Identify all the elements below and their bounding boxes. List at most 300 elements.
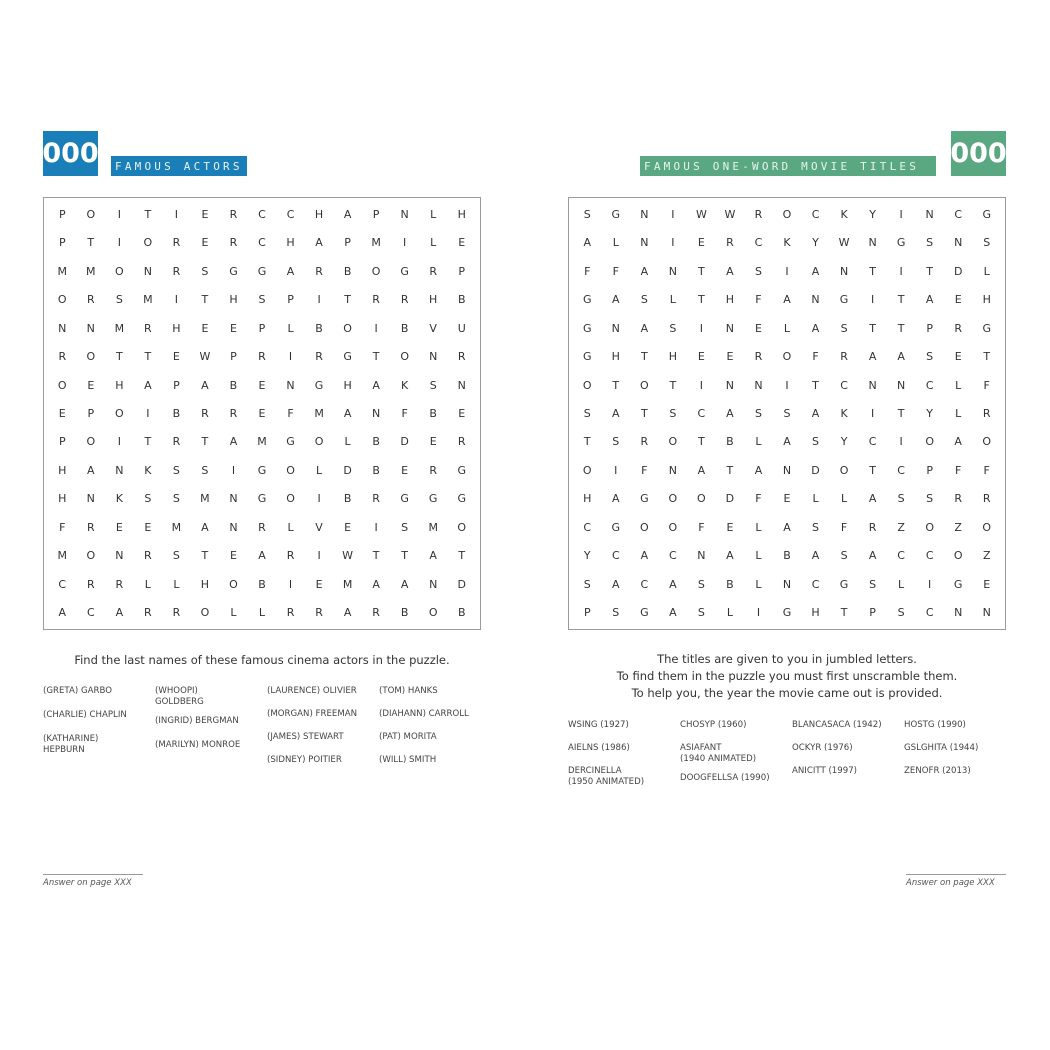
grid-letter: E — [783, 492, 791, 506]
grid-letter: O — [371, 264, 381, 278]
grid-letter: W — [838, 236, 850, 250]
grid-letter: T — [87, 236, 95, 250]
clue-column — [568, 720, 680, 788]
grid-letter: R — [640, 435, 649, 449]
grid-letter: E — [697, 350, 705, 364]
clue-item: DOOGFELLSA (1990) — [680, 773, 770, 783]
grid-letter: O — [114, 406, 124, 420]
grid-letter: C — [640, 577, 649, 591]
grid-letter: A — [811, 264, 820, 278]
grid-letter: H — [58, 492, 67, 506]
grid-letter: I — [146, 406, 150, 420]
grid-letter: N — [725, 321, 735, 335]
grid-letter: P — [230, 350, 237, 364]
grid-letter: O — [782, 207, 792, 221]
grid-letter: G — [611, 207, 621, 221]
grid-letter: I — [671, 236, 675, 250]
clue-column — [267, 686, 379, 766]
grid-letter: E — [87, 378, 95, 392]
grid-letter: R — [954, 321, 963, 335]
puzzle-number-badge-left: 000 — [43, 131, 98, 176]
grid-letter: T — [372, 350, 380, 364]
grid-letter: G — [286, 435, 295, 449]
grid-letter: G — [343, 350, 352, 364]
grid-letter: S — [840, 321, 848, 335]
grid-letter: N — [782, 463, 792, 477]
grid-letter: A — [726, 549, 734, 563]
grid-letter: H — [58, 463, 67, 477]
clue-item: (MARILYN) MONROE — [155, 740, 241, 750]
answer-reference-right: Answer on page XXX — [906, 878, 995, 888]
grid-letter: A — [783, 520, 791, 534]
grid-letter: A — [58, 606, 67, 620]
grid-letter: I — [870, 406, 875, 420]
grid-letter: B — [258, 577, 266, 591]
grid-letter: C — [258, 207, 266, 221]
clue-list-actors — [43, 686, 491, 766]
grid-letter: I — [403, 236, 407, 250]
grid-letter: V — [429, 321, 437, 335]
grid-letter: T — [640, 406, 648, 420]
grid-letter: R — [201, 406, 209, 420]
grid-letter: I — [317, 549, 321, 563]
grid-letter: R — [172, 606, 181, 620]
grid-letter: L — [669, 293, 676, 307]
grid-letter: Y — [926, 406, 934, 420]
grid-letter: Y — [812, 236, 819, 250]
grid-letter: A — [286, 264, 295, 278]
clue-item: HOSTG (1990) — [904, 720, 966, 730]
instruction-line: To help you, the year the movie came out is provided. — [631, 686, 943, 700]
grid-letter: C — [840, 378, 848, 392]
grid-letter: C — [286, 207, 295, 221]
clue-item: (GRETA) GARBO — [43, 686, 112, 696]
grid-letter: G — [457, 463, 466, 477]
grid-letter: P — [926, 321, 933, 335]
clue-item: OCKYR (1976) — [792, 743, 853, 753]
grid-letter: O — [953, 549, 963, 563]
grid-letter: T — [144, 435, 152, 449]
grid-letter: I — [374, 321, 378, 335]
grid-letter: A — [429, 549, 437, 563]
grid-letter: A — [868, 492, 877, 506]
grid-letter: A — [726, 406, 734, 420]
grid-letter: B — [343, 264, 352, 278]
grid-letter: M — [143, 293, 153, 307]
clue-item: (KATHARINE) HEPBURN — [43, 734, 99, 755]
grid-letter: R — [372, 492, 380, 506]
grid-letter: N — [143, 264, 152, 278]
grid-letter: P — [583, 606, 591, 620]
grid-letter: E — [697, 236, 705, 250]
grid-letter: O — [697, 492, 706, 506]
grid-letter: I — [174, 293, 179, 307]
grid-letter: H — [982, 293, 991, 307]
grid-letter: E — [258, 406, 266, 420]
grid-letter: O — [639, 520, 649, 534]
grid-letter: O — [229, 577, 238, 591]
grid-letter: A — [640, 549, 649, 563]
grid-letter: N — [372, 406, 381, 420]
grid-letter: Y — [583, 549, 591, 563]
grid-letter: A — [868, 549, 877, 563]
grid-letter: G — [640, 606, 649, 620]
grid-letter: O — [86, 207, 96, 221]
clue-item: BLANCASACA (1942) — [792, 720, 882, 730]
clue-item: WSING (1927) — [568, 720, 629, 730]
grid-letter: L — [755, 435, 762, 449]
grid-letter: G — [229, 264, 238, 278]
grid-letter: T — [201, 293, 209, 307]
grid-letter: N — [286, 378, 295, 392]
grid-letter: O — [839, 463, 849, 477]
grid-letter: N — [457, 378, 466, 392]
grid-letter: F — [983, 378, 990, 392]
grid-letter: F — [287, 406, 294, 420]
grid-letter: H — [200, 577, 210, 591]
grid-letter: N — [429, 350, 438, 364]
grid-letter: K — [144, 463, 152, 477]
clue-column — [155, 686, 267, 766]
grid-letter: A — [669, 577, 677, 591]
grid-letter: S — [812, 520, 820, 534]
grid-letter: A — [343, 406, 352, 420]
grid-letter: S — [429, 378, 437, 392]
grid-letter: A — [87, 463, 95, 477]
grid-letter: R — [457, 350, 466, 364]
grid-letter: L — [812, 492, 819, 506]
grid-letter: G — [457, 492, 466, 506]
grid-letter: N — [782, 577, 792, 591]
grid-letter: T — [612, 378, 620, 392]
grid-letter: S — [115, 293, 123, 307]
grid-letter: A — [372, 378, 380, 392]
grid-letter: C — [925, 606, 934, 620]
grid-letter: I — [117, 207, 121, 221]
grid-letter: L — [755, 577, 762, 591]
grid-letter: T — [201, 435, 209, 449]
clue-item: (DIAHANN) CARROLL — [379, 709, 469, 719]
grid-letter: S — [983, 236, 991, 250]
grid-letter: G — [583, 293, 592, 307]
grid-letter: R — [144, 321, 152, 335]
grid-letter: V — [315, 520, 323, 534]
grid-letter: Z — [897, 520, 905, 534]
grid-letter: H — [115, 378, 124, 392]
grid-letter: O — [86, 549, 96, 563]
grid-letter: H — [429, 293, 438, 307]
grid-letter: B — [400, 606, 409, 620]
grid-letter: R — [229, 236, 238, 250]
grid-letter: K — [401, 378, 409, 392]
grid-letter: T — [869, 264, 876, 278]
grid-letter: C — [611, 549, 620, 563]
grid-letter: R — [982, 406, 991, 420]
grid-letter: A — [343, 207, 352, 221]
grid-letter: R — [86, 293, 95, 307]
grid-letter: R — [144, 606, 152, 620]
grid-letter: S — [669, 321, 677, 335]
grid-letter: P — [458, 264, 466, 278]
grid-letter: R — [172, 435, 181, 449]
grid-letter: N — [954, 606, 963, 620]
grid-letter: K — [115, 492, 123, 506]
grid-letter: E — [144, 520, 152, 534]
grid-letter: P — [869, 606, 876, 620]
grid-letter: M — [314, 406, 324, 420]
grid-letter: R — [754, 207, 763, 221]
grid-letter: O — [639, 378, 649, 392]
grid-letter: R — [982, 492, 991, 506]
grid-letter: S — [926, 492, 934, 506]
clue-column — [792, 720, 904, 788]
grid-letter: S — [783, 406, 791, 420]
grid-letter: R — [754, 350, 763, 364]
grid-letter: E — [201, 236, 209, 250]
grid-letter: T — [926, 264, 934, 278]
grid-letter: H — [286, 236, 295, 250]
grid-letter: O — [982, 435, 992, 449]
grid-letter: O — [57, 293, 67, 307]
clue-item: (PAT) MORITA — [379, 732, 437, 742]
grid-letter: G — [839, 577, 849, 591]
grid-letter: I — [870, 293, 875, 307]
grid-letter: A — [201, 378, 209, 392]
grid-letter: Y — [840, 435, 848, 449]
grid-letter: N — [115, 549, 124, 563]
grid-letter: I — [699, 321, 704, 335]
grid-letter: K — [783, 236, 791, 250]
grid-letter: L — [726, 606, 733, 620]
grid-letter: S — [172, 492, 180, 506]
grid-letter: M — [114, 321, 125, 335]
grid-letter: O — [286, 492, 295, 506]
grid-letter: E — [458, 406, 466, 420]
clue-column — [904, 720, 1004, 788]
grid-letter: T — [698, 435, 705, 449]
grid-letter: E — [954, 293, 962, 307]
clue-column — [379, 686, 491, 766]
grid-letter: F — [584, 264, 591, 278]
grid-letter: L — [955, 406, 962, 420]
grid-letter: B — [457, 293, 466, 307]
grid-letter: N — [86, 321, 95, 335]
grid-letter: A — [315, 236, 323, 250]
grid-letter: L — [983, 264, 990, 278]
grid-letter: A — [612, 406, 620, 420]
grid-letter: D — [457, 577, 466, 591]
grid-letter: G — [982, 207, 991, 221]
grid-letter: G — [257, 264, 267, 278]
grid-letter: B — [726, 435, 734, 449]
grid-letter: S — [401, 520, 409, 534]
grid-letter: N — [754, 378, 763, 392]
grid-letter: T — [983, 350, 991, 364]
grid-letter: I — [288, 577, 293, 591]
grid-letter: H — [314, 207, 324, 221]
grid-letter: A — [783, 293, 791, 307]
grid-letter: O — [428, 606, 438, 620]
grid-letter: B — [400, 321, 409, 335]
grid-letter: O — [582, 463, 592, 477]
grid-letter: N — [611, 321, 620, 335]
clue-item: (CHARLIE) CHAPLIN — [43, 710, 127, 720]
clue-item: (SIDNEY) POITIER — [267, 755, 342, 765]
grid-letter: A — [612, 492, 620, 506]
grid-letter: N — [954, 236, 963, 250]
clue-item: ZENOFR (2013) — [904, 766, 971, 776]
grid-letter: E — [58, 406, 66, 420]
grid-letter: S — [583, 577, 591, 591]
grid-letter: R — [58, 350, 67, 364]
grid-letter: S — [869, 577, 877, 591]
instructions-movies — [557, 651, 1017, 702]
grid-letter: B — [372, 463, 380, 477]
grid-letter: L — [840, 492, 848, 506]
clue-item: (WILL) SMITH — [379, 755, 437, 765]
grid-letter: G — [839, 293, 849, 307]
grid-letter: E — [458, 236, 466, 250]
grid-letter: L — [612, 236, 619, 250]
grid-letter: S — [897, 492, 905, 506]
word-search-grid-actors — [43, 197, 481, 630]
grid-letter: G — [896, 236, 906, 250]
grid-letter: K — [840, 406, 848, 420]
grid-letter: H — [229, 293, 238, 307]
grid-letter: T — [897, 406, 905, 420]
grid-letter: O — [457, 520, 467, 534]
grid-letter: A — [726, 264, 734, 278]
grid-letter: O — [57, 378, 67, 392]
grid-letter: H — [343, 378, 352, 392]
grid-letter: T — [640, 350, 648, 364]
grid-letter: A — [754, 463, 763, 477]
grid-letter: E — [315, 577, 323, 591]
grid-letter: O — [86, 350, 96, 364]
grid-letter: C — [811, 207, 820, 221]
grid-letter: S — [612, 606, 620, 620]
grid-letter: N — [115, 463, 124, 477]
clue-item: (TOM) HANKS — [379, 686, 438, 696]
grid-letter: I — [231, 463, 236, 477]
grid-letter: R — [115, 577, 124, 591]
grid-letter: N — [868, 378, 877, 392]
grid-letter: N — [811, 293, 820, 307]
grid-letter: A — [583, 236, 592, 250]
grid-letter: S — [583, 406, 591, 420]
grid-letter: C — [897, 463, 905, 477]
grid-letter: R — [840, 350, 848, 364]
grid-letter: E — [172, 350, 180, 364]
grid-letter: F — [755, 293, 762, 307]
grid-letter: E — [954, 350, 962, 364]
grid-letter: B — [726, 577, 734, 591]
grid-letter: N — [839, 264, 849, 278]
grid-letter: N — [400, 207, 409, 221]
grid-letter: G — [583, 350, 592, 364]
grid-letter: I — [899, 207, 903, 221]
grid-letter: R — [315, 264, 323, 278]
grid-letter: P — [258, 321, 266, 335]
grid-letter: N — [640, 207, 649, 221]
grid-letter: F — [401, 406, 408, 420]
grid-letter: T — [583, 435, 591, 449]
grid-letter: L — [783, 321, 791, 335]
grid-letter: M — [371, 236, 381, 250]
grid-letter: R — [429, 264, 438, 278]
grid-letter: B — [457, 606, 466, 620]
grid-letter: S — [172, 463, 180, 477]
clue-list-movies — [568, 720, 1004, 788]
grid-letter: N — [897, 378, 906, 392]
clue-column — [680, 720, 792, 788]
grid-letter: N — [86, 492, 95, 506]
grid-letter: R — [229, 406, 238, 420]
grid-letter: A — [343, 606, 352, 620]
grid-letter: M — [57, 264, 68, 278]
grid-letter: H — [725, 293, 735, 307]
grid-letter: E — [201, 207, 209, 221]
grid-letter: O — [982, 520, 992, 534]
grid-letter: A — [612, 577, 620, 591]
grid-letter: I — [117, 435, 121, 449]
grid-letter: L — [955, 378, 962, 392]
grid-letter: A — [372, 577, 380, 591]
clue-item: ASIAFANT (1940 ANIMATED) — [680, 743, 757, 764]
grid-letter: R — [86, 577, 95, 591]
grid-letter: P — [926, 463, 933, 477]
grid-letter: O — [668, 435, 678, 449]
clue-column — [43, 686, 155, 766]
grid-letter: N — [868, 236, 877, 250]
grid-letter: I — [288, 350, 293, 364]
grid-letter: R — [286, 549, 295, 563]
grid-letter: C — [954, 207, 963, 221]
grid-letter: O — [668, 492, 678, 506]
grid-letter: F — [59, 520, 66, 534]
grid-letter: E — [401, 463, 409, 477]
grid-letter: T — [897, 321, 905, 335]
grid-letter: T — [726, 463, 734, 477]
grid-letter: B — [229, 378, 238, 392]
grid-letter: A — [868, 350, 877, 364]
grid-letter: H — [457, 207, 466, 221]
grid-letter: N — [640, 236, 649, 250]
grid-letter: T — [144, 207, 152, 221]
grid-letter: T — [869, 463, 876, 477]
clue-item: DERCINELLA (1950 ANIMATED) — [568, 766, 645, 787]
grid-letter: D — [811, 463, 820, 477]
instruction-line: The titles are given to you in jumbled letters. — [657, 652, 917, 666]
grid-letter: L — [173, 577, 180, 591]
grid-letter: N — [429, 577, 438, 591]
grid-letter: R — [954, 492, 963, 506]
grid-letter: I — [785, 264, 789, 278]
grid-letter: F — [840, 520, 848, 534]
grid-letter: R — [315, 606, 323, 620]
grid-letter: T — [840, 606, 848, 620]
grid-letter: O — [286, 463, 295, 477]
grid-letter: G — [257, 463, 267, 477]
grid-letter: W — [342, 549, 354, 563]
grid-letter: G — [782, 606, 792, 620]
grid-letter: O — [114, 264, 124, 278]
grid-letter: S — [172, 549, 180, 563]
grid-letter: S — [669, 406, 677, 420]
grid-letter: T — [897, 293, 905, 307]
grid-letter: W — [695, 207, 707, 221]
grid-letter: D — [400, 435, 409, 449]
